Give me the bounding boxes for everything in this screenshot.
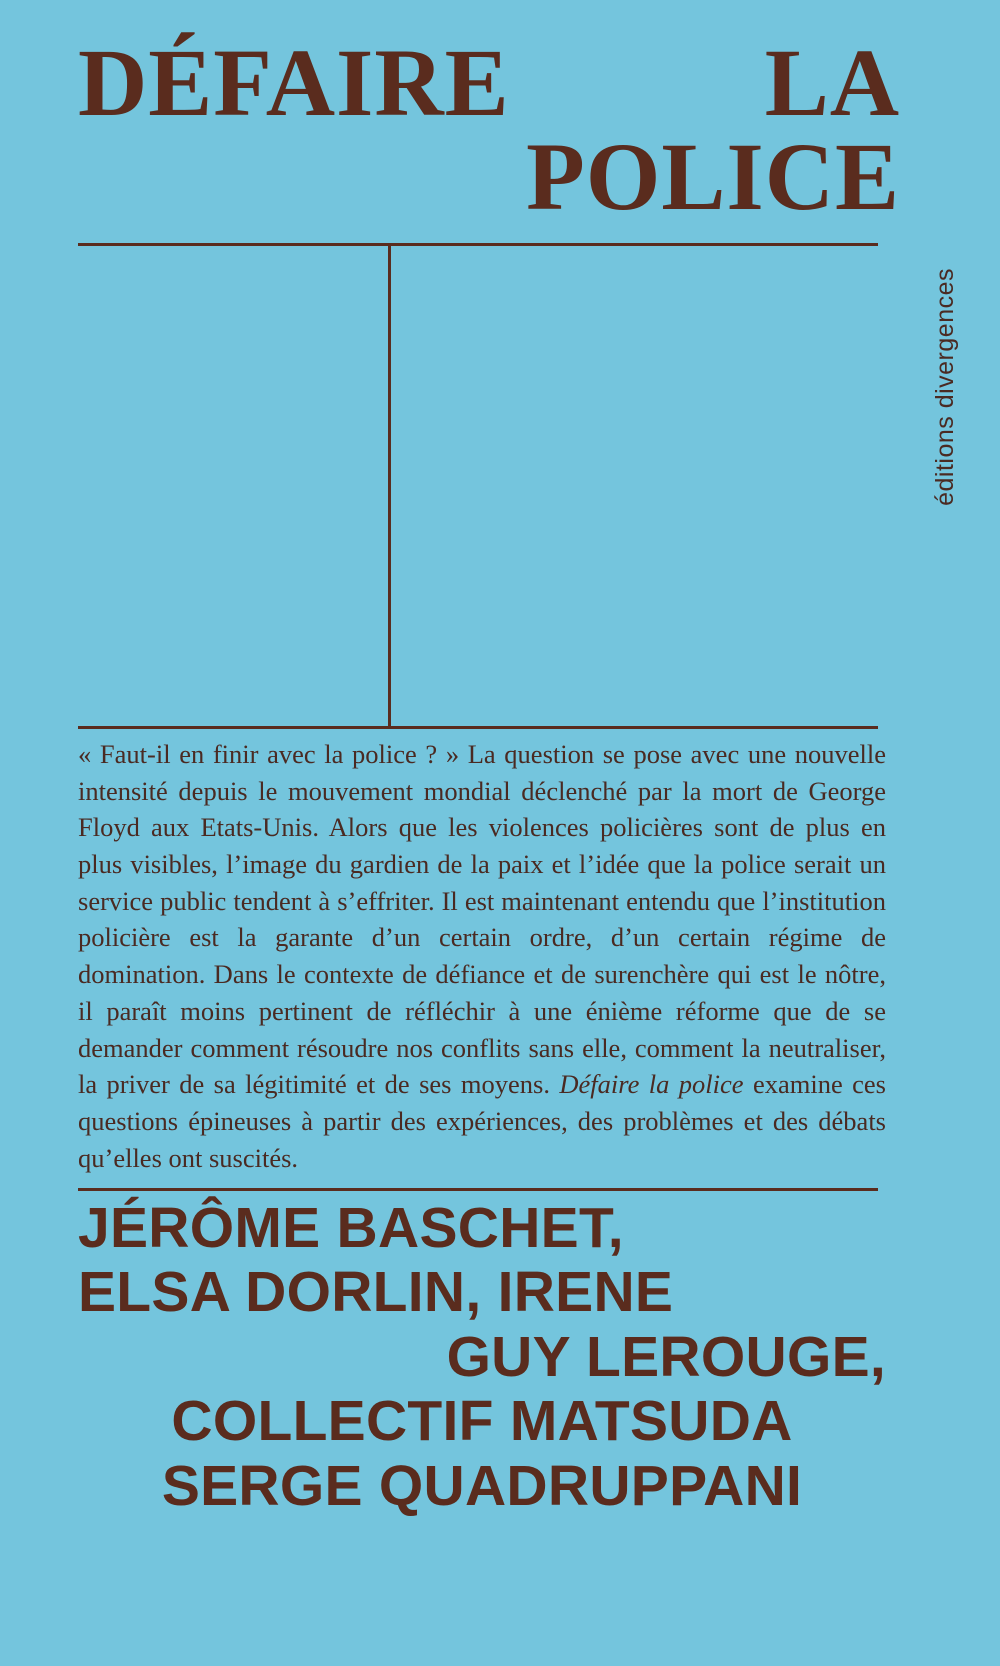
blurb-text	[78, 736, 886, 1176]
author-line-1: JÉRÔME BASCHET,	[78, 1196, 624, 1260]
title-word-la: LA	[764, 29, 900, 136]
title-line-2	[78, 123, 900, 231]
author-line-2: ELSA DORLIN, IRENE	[78, 1260, 674, 1325]
vertical-rule	[388, 246, 391, 726]
authors-block	[78, 1196, 886, 1518]
horizontal-rule-bottom	[78, 1188, 878, 1191]
title-line-1	[78, 29, 900, 136]
title-word-police: POLICE	[526, 123, 900, 231]
title-block	[78, 29, 900, 231]
author-line-5: SERGE QUADRUPPANI	[161, 1453, 803, 1518]
author-line-3: GUY LEROUGE,	[446, 1324, 886, 1389]
blurb-part-2: examine ces questions épineuses à partir des expériences, des problèmes et des débats qu’elles ont suscités.	[78, 1069, 886, 1173]
author-line-4: COLLECTIF MATSUDA	[171, 1389, 793, 1454]
horizontal-rule-middle	[78, 726, 878, 729]
publisher-name: éditions divergences	[931, 268, 959, 506]
blurb-part-1: « Faut-il en finir avec la police ? » La question se pose avec une nouvelle intensité depuis le mouvement mondial déclenché par la mort de George Floyd aux Etats-Unis. Alors que les violences policières sont de plus en plus visibles, l’image du gardien de la paix et l’idée que la police serait un service public tendent à s’effriter. Il est maintenant entendu que l’institution policière est la garante d’un certain ordre, d’un certain régime de domination. Dans le contexte de défiance et de surenchère qui est le nôtre, il paraît moins pertinent de réfléchir à une énième réforme que de se demander comment résoudre nos conflits sans elle, comment la neutraliser, la priver de sa légitimité et de ses moyens.	[78, 739, 886, 1100]
blurb-italic-title: Défaire la police	[559, 1069, 744, 1100]
horizontal-rule-top	[78, 243, 878, 246]
title-word-defaire: DÉFAIRE	[78, 29, 510, 136]
